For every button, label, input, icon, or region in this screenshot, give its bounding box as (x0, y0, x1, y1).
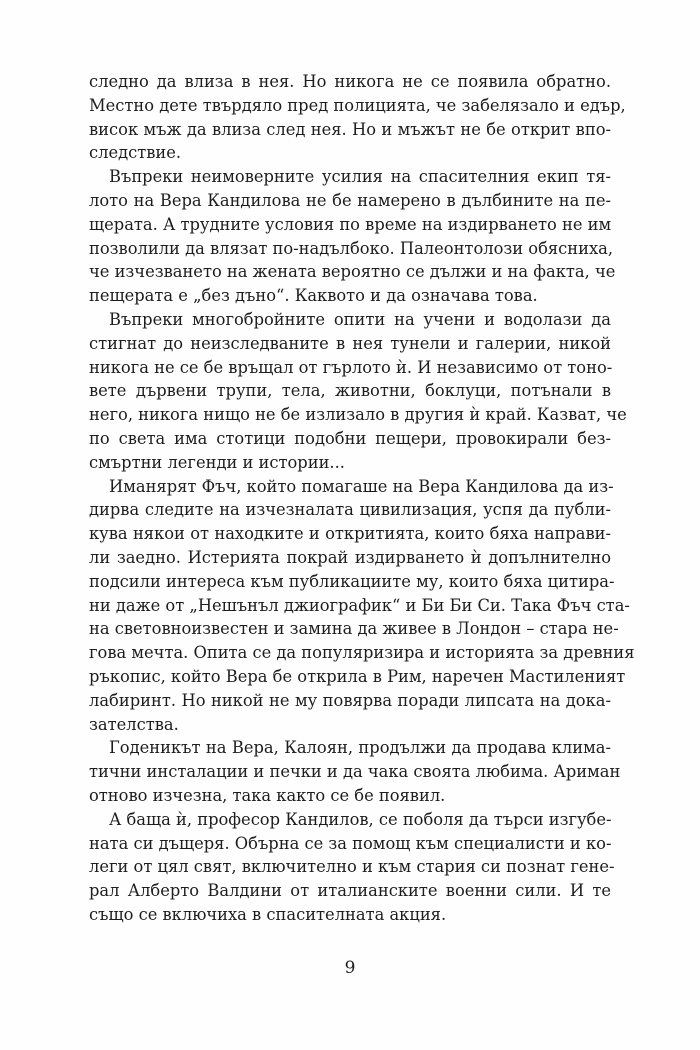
text-line: подсили интереса към публикациите му, които бяха цитира- (89, 571, 615, 591)
text-line: че изчезването на жената вероятно се дължи и на факта, че (89, 262, 616, 282)
text-line: ръкопис, който Вера бе открила в Рим, наречен Мастиленият (89, 666, 626, 686)
text-line: зателства. (89, 714, 179, 734)
text-line: гова мечта. Опита се да популяризира и историята за древния (89, 643, 635, 663)
text-line: лото на Вера Кандилова не бе намерено в дълбините на пе- (89, 190, 611, 210)
text-line: Годеникът на Вера, Калоян, продължи да продава клима- (109, 738, 611, 758)
text-line: висок мъж да влиза след нея. Но и мъжът не бе открит впо- (89, 119, 611, 139)
text-line: позволили да влязат по-надълбоко. Палеонтолози обясниха, (89, 238, 614, 258)
body-text (89, 70, 635, 927)
text-line: Местно дете твърдяло пред полицията, че забелязало и едър, (89, 95, 626, 115)
text-line: отново изчезна, така както се бе появил. (89, 785, 446, 805)
text-line: него, никога нищо не бе излизало в другия ѝ край. Казват, че (89, 405, 627, 425)
text-line: ни даже от „Нешънъл джиографик“ и Би Би Си. Така Фъч ста- (89, 595, 630, 615)
paragraph (89, 808, 615, 927)
text-line: лабиринт. Но никой не му повярва поради липсата на дока- (89, 690, 611, 710)
text-line: А баща ѝ, професор Кандилов, се поболя да търси изгубе- (109, 809, 612, 829)
paragraph (89, 70, 626, 165)
text-line: ната си дъщеря. Обърна се за помощ към специалисти и ко- (89, 833, 612, 853)
text-line: кува някои от находките и откритията, които бяха направи- (89, 524, 611, 544)
text-line: по света има стотици подобни пещери, провокирали без- (89, 428, 611, 448)
text-line: следно да влиза в нея. Но никога не се появила обратно. (89, 72, 611, 91)
text-line: никога не се бе връщал от гърлото ѝ. И независимо от тоно- (89, 357, 613, 377)
text-line: дирва следите на изчезналата цивилизация, успя да публи- (89, 500, 611, 520)
paragraph (89, 165, 616, 308)
text-line: Въпреки неимоверните усилия на спасителния екип тя- (109, 167, 611, 187)
text-line: също се включиха в спасителната акция. (89, 904, 447, 924)
paragraph (89, 475, 635, 737)
text-line: вете дървени трупи, тела, животни, боклуци, потънали в (89, 381, 611, 401)
text-line: стигнат до неизследваните в нея тунели и галерии, никой (89, 333, 611, 353)
text-line: тични инсталации и печки и да чака своята любима. Ариман (89, 762, 621, 782)
text-line: Въпреки многобройните опити на учени и водолази да (109, 309, 611, 329)
text-line: ли заедно. Истерията покрай издирването ѝ допълнително (89, 547, 611, 567)
paragraph (89, 736, 621, 807)
text-line: следствие. (89, 143, 182, 163)
text-line: пещерата е „без дъно“. Каквото и да означава това. (89, 286, 538, 306)
text-line: рал Алберто Валдини от италианските военни сили. И те (89, 881, 611, 901)
text-line: смъртни легенди и истории... (89, 452, 345, 472)
text-line: на световноизвестен и замина да живее в Лондон – стара не- (89, 619, 619, 639)
text-line: леги от цял свят, включително и към стария си познат гене- (89, 857, 615, 877)
paragraph (89, 308, 627, 475)
text-line: щерата. А трудните условия по време на издирването не им (89, 214, 612, 234)
text-line: Иманярят Фъч, който помагаше на Вера Кандилова да из- (109, 476, 614, 496)
page-number: 9 (344, 958, 356, 978)
